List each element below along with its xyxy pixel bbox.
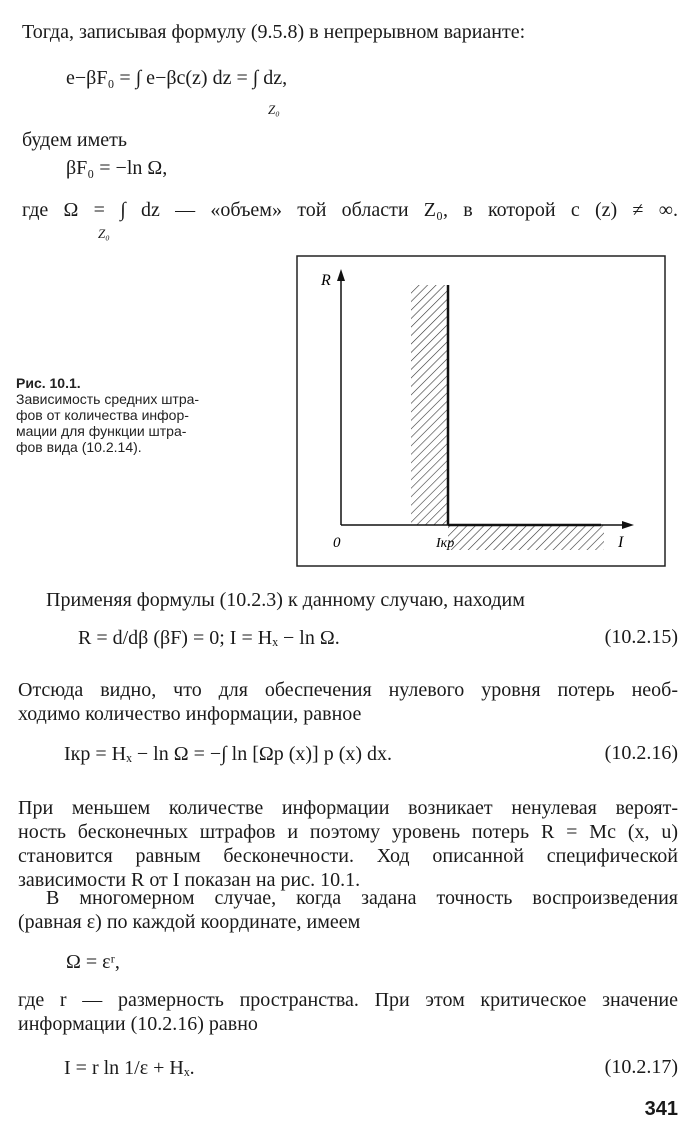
paragraph-3-line-3: становится равным бесконечности. Ход описанной специфической (18, 845, 678, 867)
equation-4: Iкр = Hₓ − ln Ω = −∫ ln [Ωp (x)] p (x) dx. (64, 743, 393, 765)
caption-title: Рис. 10.1. (16, 375, 81, 391)
figure-caption (16, 375, 199, 455)
x-axis-label: I (618, 534, 624, 551)
x-axis-arrow (622, 521, 634, 529)
paragraph-2-line-2: ходимо количество информации, равное (18, 703, 362, 725)
paragraph-3-line-1: При меньшем количестве информации возникает ненулевая вероят- (18, 797, 678, 819)
page-number: 341 (644, 1098, 678, 1120)
figure-10-1 (296, 255, 666, 567)
text-line-1: Тогда, записывая формулу (9.5.8) в непрерывном варианте: (22, 21, 526, 43)
figure-plot (296, 255, 666, 567)
equation-1: e−βF₀ = ∫ e−βc(z) dz = ∫ dz, (66, 67, 288, 89)
paragraph-5-line-2: информации (10.2.16) равно (18, 1013, 258, 1035)
paragraph-4-line-2: (равная ε) по каждой координате, имеем (18, 911, 361, 933)
caption-line-1: Зависимость средних штра- (16, 391, 200, 407)
equation-3: R = d/dβ (βF) = 0; I = Hₓ − ln Ω. (78, 627, 340, 649)
line-3-subscript: Z₀ (98, 226, 110, 241)
equation-3-number: (10.2.15) (604, 626, 678, 648)
hatched-region-horizontal (448, 525, 604, 550)
equation-6-number: (10.2.17) (604, 1056, 678, 1078)
text-line-3: где Ω = ∫ dz — «объем» той области Z₀, в которой c (z) ≠ ∞. (22, 199, 678, 221)
caption-line-2: фов от количества инфор- (16, 407, 189, 423)
critical-label: Iкр (436, 536, 455, 551)
paragraph-2-line-1: Отсюда видно, что для обеспечения нулевого уровня потерь необ- (18, 679, 678, 701)
equation-4-number: (10.2.16) (604, 742, 678, 764)
equation-6: I = r ln 1/ε + Hₓ. (64, 1057, 195, 1079)
caption-line-4: фов вида (10.2.14). (16, 439, 142, 455)
paragraph-3-line-4: зависимости R от I показан на рис. 10.1. (18, 869, 361, 891)
y-axis-arrow (337, 269, 345, 281)
hatched-region-vertical (411, 285, 448, 525)
equation-1-subscript: Z₀ (268, 102, 280, 117)
paragraph-3-line-2: ность бесконечных штрафов и поэтому уровень потерь R = Mc (x, u) (18, 821, 678, 843)
equation-2: βF₀ = −ln Ω, (66, 157, 168, 179)
paragraph-1: Применяя формулы (10.2.3) к данному случаю, находим (46, 589, 525, 611)
y-axis-label: R (321, 272, 331, 289)
paragraph-5-line-1: где r — размерность пространства. При этом критическое значение (18, 989, 678, 1011)
paragraph-4-line-1: В многомерном случае, когда задана точность воспроизведения (46, 887, 678, 909)
text-line-2: будем иметь (22, 129, 127, 151)
caption-line-3: мации для функции штра- (16, 423, 187, 439)
origin-label: 0 (333, 535, 341, 551)
equation-5: Ω = εʳ, (66, 951, 120, 973)
figure-frame (297, 256, 665, 566)
